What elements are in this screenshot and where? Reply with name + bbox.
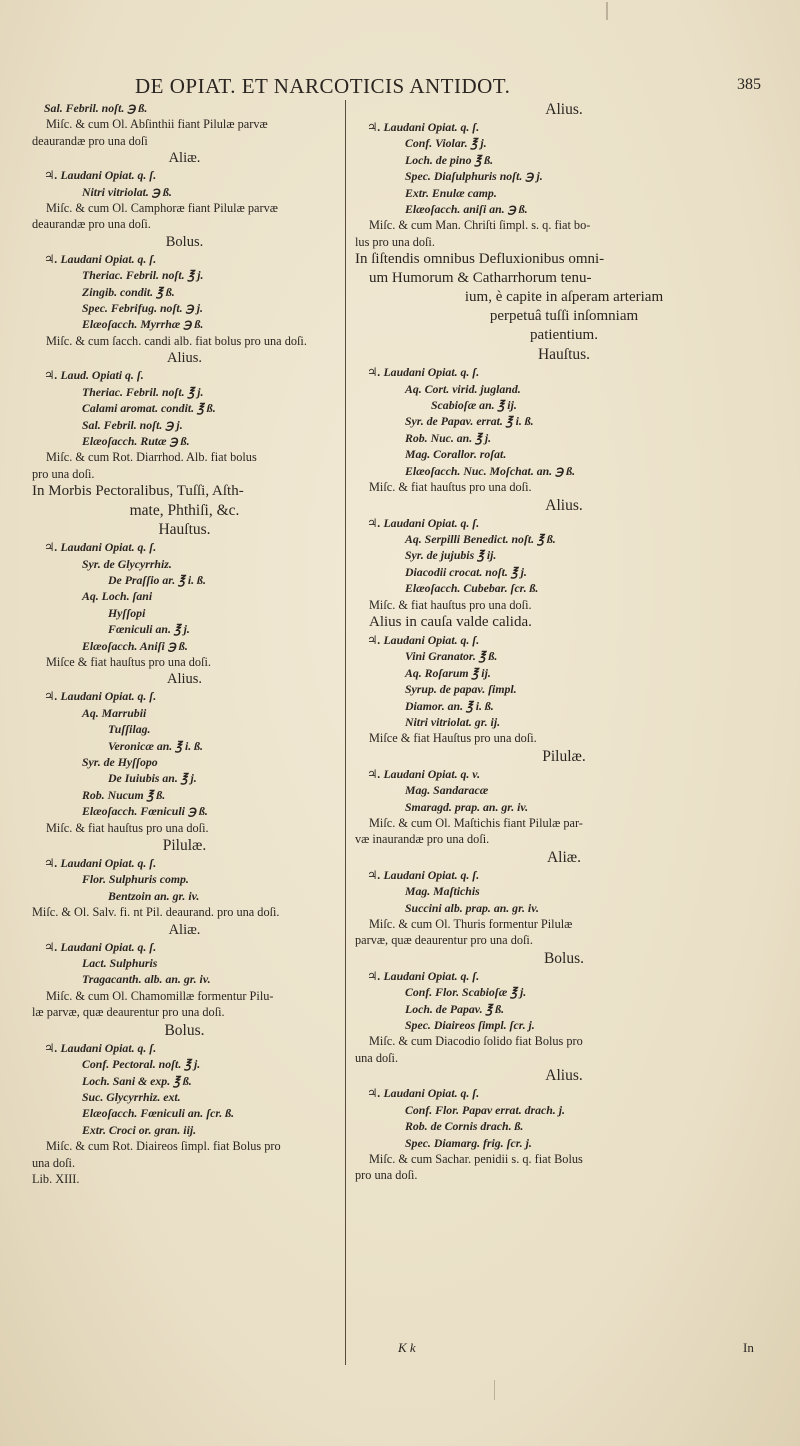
text-line: Mag. Sandaracæ — [405, 783, 489, 798]
text-line: Extr. Croci or. gran. iij. — [82, 1122, 197, 1137]
text-line: ♃. Laudani Opiat. q. ſ. — [367, 1086, 480, 1101]
text-line: Miſc. & cum Ol. Abſinthii fiant Pilulæ parvæ — [46, 117, 268, 132]
text-line: Aq. Roſarum ℥ ij. — [405, 665, 491, 680]
text-line: Aq. Cort. virid. jugland. — [405, 381, 521, 396]
text-line: Sal. Febril. noſt. ℈ ß. — [44, 101, 148, 115]
text-line: Flor. Sulphuris comp. — [82, 872, 189, 887]
text-line: ♃. Laudani Opiat. q. ſ. — [367, 632, 480, 647]
text-line: læ parvæ, quæ deaurentur pro una doſi. — [32, 1005, 225, 1020]
text-line: Nitri vitriolat. ℈ ß. — [82, 184, 172, 199]
text-line: Syrup. de papav. ſimpl. — [405, 682, 517, 697]
text-line: ium, è capite in aſperam arteriam — [464, 289, 664, 306]
text-line: Miſc. & cum Ol. Chamomillæ formentur Pilu- — [46, 988, 274, 1003]
text-line: Syr. de Glycyrrhiz. — [82, 556, 172, 571]
text-line: Bentzoin an. gr. iv. — [108, 888, 200, 903]
text-line: Aliæ. — [546, 848, 582, 866]
text-line: ♃. Laudani Opiat. q. ſ. — [367, 120, 480, 134]
text-line: væ inaurandæ pro una doſi. — [355, 832, 490, 847]
text-line: Lact. Sulphuris — [82, 956, 158, 971]
text-line: Pilulæ. — [162, 837, 207, 855]
text-line: Suc. Glycyrrhiz. ext. — [82, 1089, 181, 1104]
text-line: Miſc. & Ol. Salv. fi. nt Pil. deaurand. pro una doſi. — [32, 905, 280, 920]
text-line: Alius. — [166, 350, 203, 367]
text-line: Diamor. an. ℥ i. ß. — [405, 698, 494, 713]
text-line: Miſc. & cum Ol. Camphoræ fiant Pilulæ parvæ — [46, 201, 278, 216]
text-line: Miſc. & cum Sachar. penidii s. q. fiat Bolus — [369, 1151, 583, 1166]
text-line: ♃. Laudani Opiat. q. ſ. — [44, 251, 157, 266]
text-line: Theriac. Febril. noſt. ℥ j. — [82, 384, 204, 399]
text-line: De Praſſio ar. ℥ i. ß. — [108, 572, 206, 587]
text-line: Tragacanth. alb. an. gr. iv. — [82, 972, 211, 987]
text-line: Miſc. & cum Diacodio ſolido fiat Bolus pro — [369, 1034, 583, 1049]
text-line: Miſce & fiat Hauſtus pro una doſi. — [369, 731, 537, 746]
text-line: Sal. Febril. noſt. ℈ j. — [82, 417, 183, 432]
text-line: Miſc. & fiat hauſtus pro una doſi. — [369, 597, 532, 612]
text-line: Elæoſacch. Cubebar. ſcr. ß. — [405, 581, 539, 596]
text-line: Alius. — [545, 496, 583, 514]
text-line: Bolus. — [165, 233, 204, 250]
text-line: Mag. Corallor. roſat. — [405, 447, 507, 462]
text-line: Miſc. & cum Ol. Maſtichis fiant Pilulæ par- — [369, 816, 583, 830]
text-line: In Morbis Pectoralibus, Tuſſi, Aſth- — [32, 483, 244, 500]
text-line: Spec. Febrifug. noſt. ℈ j. — [82, 301, 203, 316]
right-column — [355, 100, 773, 1184]
text-line: Conf. Flor. Scabioſæ ℥ j. — [405, 985, 527, 1000]
text-line: Elæoſacch. Fœniculi an. ſcr. ß. — [82, 1106, 235, 1121]
text-line: Fœniculi an. ℥ j. — [108, 622, 190, 637]
text-line: Hauſtus. — [537, 346, 591, 364]
text-line: Miſc. & cum Man. Chriſti ſimpl. s. q. fiat bo- — [369, 218, 591, 233]
text-line: Elæoſacch. Aniſi ℈ ß. — [82, 638, 188, 653]
text-line: In ſiſtendis omnibus Defluxionibus omni- — [355, 251, 605, 268]
text-line: mate, Phthiſi, &c. — [129, 502, 240, 520]
text-line: Aq. Marrubii — [82, 705, 147, 720]
text-line: Miſc. & cum Ol. Thuris formentur Pilulæ — [369, 917, 573, 932]
text-line: Elæoſacch. Rutæ ℈ ß. — [82, 433, 190, 448]
text-line: Nitri vitriolat. gr. ij. — [405, 714, 501, 729]
text-line: Loch. Sani & exp. ℥ ß. — [82, 1073, 192, 1088]
text-line: ♃. Laudani Opiat. q. ſ. — [44, 939, 157, 954]
text-line: Conf. Flor. Papav errat. drach. j. — [405, 1102, 565, 1117]
text-line: Spec. Diamarg. frig. ſcr. j. — [405, 1135, 532, 1150]
text-line: ♃. Laudani Opiat. q. v. — [367, 766, 481, 781]
text-line: lus pro una doſi. — [355, 234, 435, 249]
text-line: Loch. de pino ℥ ß. — [405, 152, 494, 167]
page-number: 385 — [737, 76, 761, 93]
text-line: Alius. — [545, 1067, 583, 1085]
text-line: Alius. — [166, 671, 203, 688]
text-line: Conf. Violar. ℥ j. — [405, 136, 487, 151]
text-line: Succini alb. prap. an. gr. iv. — [405, 900, 539, 915]
catchword: In — [743, 1340, 754, 1355]
text-line: um Humorum & Catharrhorum tenu- — [369, 270, 592, 287]
text-line: ♃. Laud. Opiati q. ſ. — [44, 368, 144, 383]
text-line: Spec. Diaireos ſimpl. ſcr. j. — [405, 1018, 535, 1033]
text-line: ♃. Laudani Opiat. q. ſ. — [367, 515, 480, 530]
text-line: deaurandæ pro una doſi — [32, 133, 148, 148]
left-column — [32, 100, 337, 1187]
text-line: Mag. Maſtichis — [405, 884, 480, 899]
text-line: Elæoſacch. Nuc. Moſchat. an. ℈ ß. — [405, 463, 576, 478]
text-line: Loch. de Papav. ℥ ß. — [405, 1001, 505, 1016]
text-line: Miſc. & fiat hauſtus pro una doſi. — [46, 820, 209, 835]
text-line: Miſce & fiat hauſtus pro una doſi. — [46, 654, 211, 669]
text-line: Vini Granator. ℥ ß. — [405, 649, 498, 664]
ink-stain — [494, 1380, 495, 1400]
signature-mark: K k — [398, 1340, 416, 1355]
text-line: Aliæ. — [168, 150, 201, 167]
text-line: Elæoſacch. aniſi an. ℈ ß. — [405, 202, 528, 217]
text-line: Spec. Diaſulphuris noſt. ℈ j. — [405, 169, 543, 184]
text-line: Syr. de Hyſſopo — [82, 755, 158, 769]
text-line: Veronicæ an. ℥ i. ß. — [108, 738, 203, 753]
text-line: patientium. — [530, 327, 598, 344]
text-line: ♃. Laudani Opiat. q. ſ. — [367, 365, 480, 380]
text-line: Bolus. — [543, 949, 585, 967]
text-line: Rob. Nucum ℥ ß. — [82, 787, 166, 802]
text-line: Rob. Nuc. an. ℥ j. — [405, 430, 492, 445]
text-line: Syr. de Papav. errat. ℥ i. ß. — [405, 414, 534, 429]
text-line: Calami aromat. condit. ℥ ß. — [82, 401, 216, 416]
text-line: Miſc. & cum Rot. Diarrhod. Alb. fiat bolus — [46, 450, 257, 465]
text-line: ♃. Laudani Opiat. q. ſ. — [44, 1040, 157, 1055]
ink-stain — [606, 2, 608, 20]
text-line: Aliæ. — [168, 921, 201, 938]
text-line: deaurandæ pro una doſi. — [32, 217, 151, 232]
text-line: Theriac. Febril. noſt. ℥ j. — [82, 268, 204, 283]
text-line: Aq. Serpilli Benedict. noſt. ℥ ß. — [405, 531, 556, 546]
text-line: Rob. de Cornis drach. ß. — [405, 1119, 524, 1134]
text-line: De Iuiubis an. ℥ j. — [108, 771, 197, 786]
text-line: ♃. Laudani Opiat. q. ſ. — [367, 867, 480, 882]
text-line: pro una doſi. — [355, 1168, 418, 1183]
text-line: Alius. — [545, 101, 583, 118]
text-line: Scabioſæ an. ℥ ij. — [431, 398, 517, 413]
text-line: Smaragd. prap. an. gr. iv. — [405, 799, 529, 814]
text-line: Syr. de jujubis ℥ ij. — [405, 548, 497, 563]
text-line: Zingib. condit. ℥ ß. — [82, 284, 175, 299]
text-line: Bolus. — [164, 1021, 205, 1039]
text-line: Diacodii crocat. noſt. ℥ j. — [405, 564, 527, 579]
text-line: Pilulæ. — [542, 747, 586, 765]
text-line: ♃. Laudani Opiat. q. ſ. — [44, 689, 157, 704]
text-line: ♃. Laudani Opiat. q. ſ. — [367, 968, 480, 983]
text-line: Elæoſacch. Myrrhæ ℈ ß. — [82, 317, 204, 332]
text-line: pro una doſi. — [32, 466, 95, 481]
text-line: Lib. XIII. — [32, 1171, 80, 1186]
text-line: parvæ, quæ deaurentur pro una doſi. — [355, 933, 533, 948]
text-line: ♃. Laudani Opiat. q. ſ. — [44, 856, 157, 871]
text-line: Hauſtus. — [158, 521, 211, 539]
column-divider — [345, 100, 346, 1365]
text-line: Miſc. & fiat hauſtus pro una doſi. — [369, 480, 532, 495]
running-title: DE OPIAT. ET NARCOTICIS ANTIDOT. — [135, 74, 511, 98]
text-line: Miſc. & cum Rot. Diaireos ſimpl. fiat Bolus pro — [46, 1139, 281, 1154]
text-line: perpetuâ tuſſi inſomniam — [489, 308, 639, 325]
text-line: Conf. Pectoral. noſt. ℥ j. — [82, 1057, 201, 1072]
text-line: Aq. Loch. ſani — [82, 589, 153, 604]
text-line: Miſc. & cum ſacch. candi alb. fiat bolus pro una doſi. — [46, 333, 307, 348]
text-line: una doſi. — [32, 1155, 76, 1170]
text-line: Extr. Enulæ camp. — [405, 185, 497, 200]
text-line: Hyſſopi — [108, 605, 146, 620]
text-line: ♃. Laudani Opiat. q. ſ. — [44, 168, 157, 183]
text-line: ♃. Laudani Opiat. q. ſ. — [44, 540, 157, 555]
text-line: Tuſſilag. — [108, 722, 151, 737]
text-line: Elæoſacch. Fœniculi ℈ ß. — [82, 804, 208, 819]
text-line: una doſi. — [355, 1050, 399, 1065]
text-line: Alius in cauſa valde calida. — [369, 613, 532, 630]
